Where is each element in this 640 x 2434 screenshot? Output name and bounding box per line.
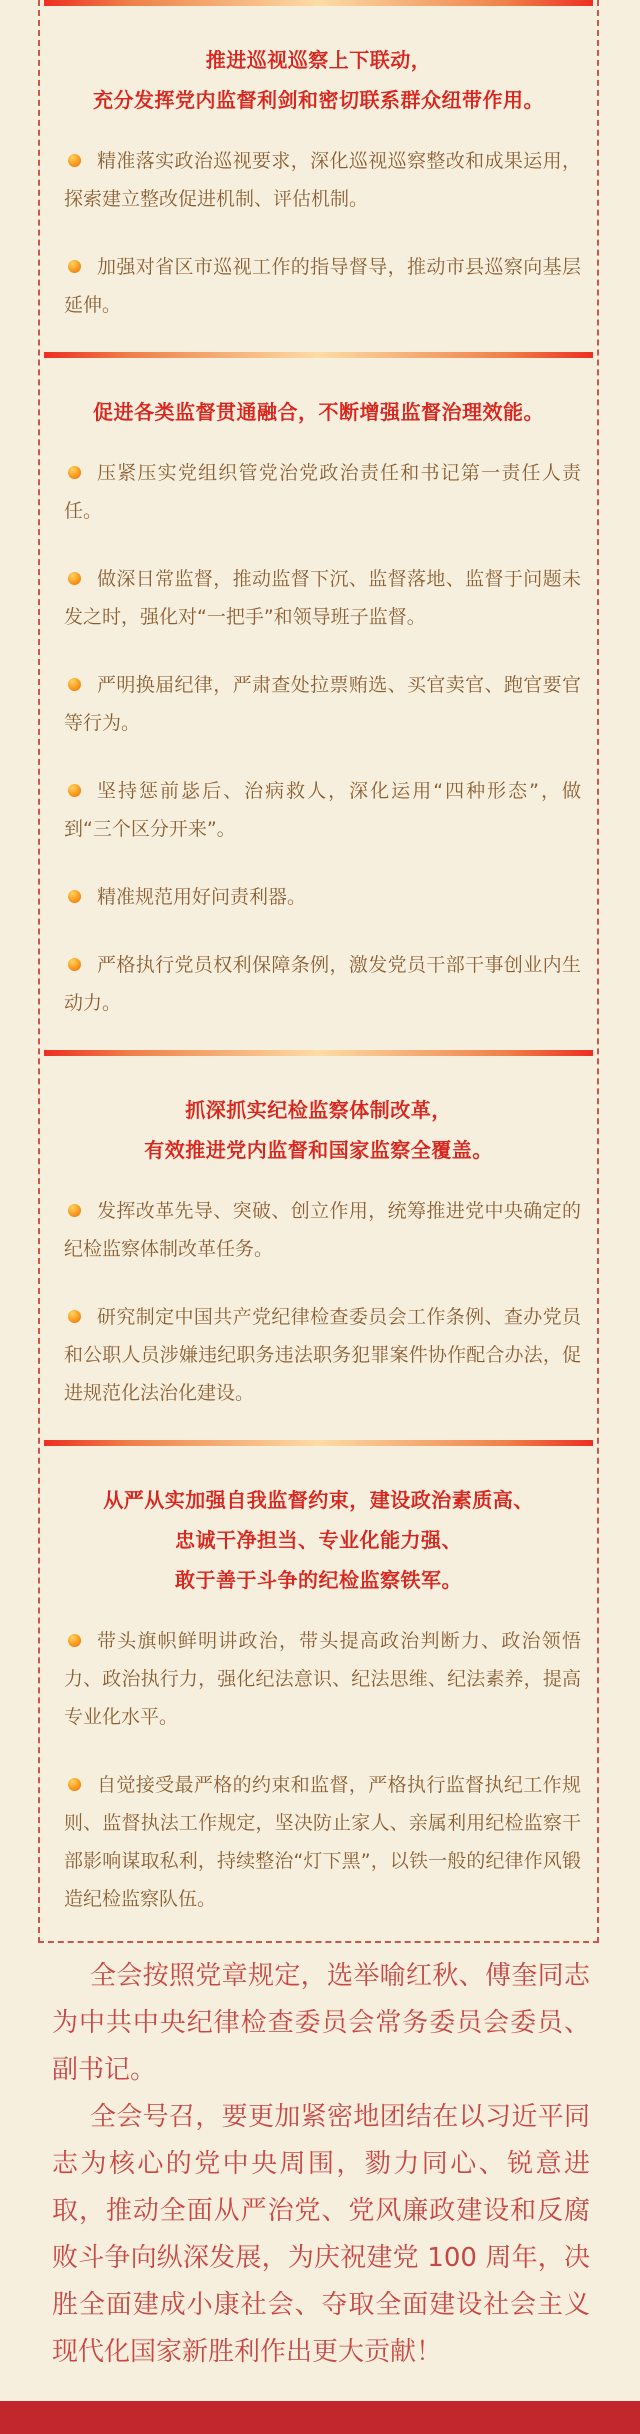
closing-paragraph: 全会号召，要更加紧密地团结在以习近平同志为核心的党中央周围，勠力同心、锐意进取，推动全面从严治党、党风廉政建设和反腐败斗争向纵深发展，为庆祝建党 100 周年，决胜全面建成小康社会、夺取全面建设社会主义现代化国家新胜利作出更大贡献！ [52, 2102, 590, 2367]
bullet-dot-icon [68, 958, 81, 971]
top-gradient-bar [44, 0, 593, 6]
section [40, 40, 597, 324]
bullet-text: 压紧压实党组织管党治党政治责任和书记第一责任人责任。 [64, 462, 581, 522]
bullet-dot-icon [68, 784, 81, 797]
bullet-text: 加强对省区市巡视工作的指导督导，推动市县巡察向基层延伸。 [64, 256, 581, 316]
bullet-text: 精准规范用好问责利器。 [97, 886, 307, 908]
section [40, 1090, 597, 1412]
bullet-item [64, 248, 581, 324]
sections-root [40, 0, 597, 1918]
bullet-dot-icon [68, 890, 81, 903]
bullet-text: 发挥改革先导、突破、创立作用，统筹推进党中央确定的纪检监察体制改革任务。 [64, 1200, 581, 1260]
bullet-text: 自觉接受最严格的约束和监督，严格执行监督执纪工作规则、监督执法工作规定，坚决防止家人、亲属利用纪检监察干部影响谋取私利，持续整治“灯下黑”，以铁一般的纪律作风锻造纪检监察队伍。 [64, 1774, 581, 1910]
section-heading-line: 忠诚干净担当、专业化能力强、 [175, 1528, 462, 1552]
content-frame [38, 0, 599, 1943]
section-heading-line: 充分发挥党内监督利剑和密切联系群众纽带作用。 [93, 88, 544, 112]
section-divider-bar [44, 1050, 593, 1056]
closing-paragraphs [52, 1953, 590, 2376]
bullet-text: 做深日常监督，推动监督下沉、监督落地、监督于问题未发之时，强化对“一把手”和领导班子监督。 [64, 568, 581, 628]
bullet-text: 带头旗帜鲜明讲政治，带头提高政治判断力、政治领悟力、政治执行力，强化纪法意识、纪法思维、纪法素养，提高专业化水平。 [64, 1630, 581, 1728]
bullet-dot-icon [68, 678, 81, 691]
bullet-item [64, 1766, 581, 1918]
bullet-dot-icon [68, 1204, 81, 1217]
section-heading-line: 抓深抓实纪检监察体制改革， [185, 1098, 452, 1122]
bullet-item [64, 142, 581, 218]
bullet-text: 坚持惩前毖后、治病救人，深化运用“四种形态”，做到“三个区分开来”。 [64, 780, 581, 840]
bullet-dot-icon [68, 154, 81, 167]
section-heading-line: 从严从实加强自我监督约束，建设政治素质高、 [103, 1488, 534, 1512]
closing-paragraph: 全会按照党章规定，选举喻红秋、傅奎同志为中共中央纪律检查委员会常务委员会委员、副书记。 [52, 1961, 590, 2085]
bullet-dot-icon [68, 572, 81, 585]
bullet-item [64, 666, 581, 742]
bullet-dot-icon [68, 466, 81, 479]
section-divider-bar [44, 352, 593, 358]
section-heading-line: 敢于善于斗争的纪检监察铁军。 [175, 1568, 462, 1592]
section-heading-line: 推进巡视巡察上下联动， [205, 48, 432, 72]
bullet-dot-icon [68, 260, 81, 273]
bullet-dot-icon [68, 1310, 81, 1323]
section-divider-bar [44, 1440, 593, 1446]
bullet-text: 严格执行党员权利保障条例，激发党员干部干事创业内生动力。 [64, 954, 581, 1014]
section-heading [48, 1090, 589, 1170]
bullet-text: 精准落实政治巡视要求，深化巡视巡察整改和成果运用，探索建立整改促进机制、评估机制。 [64, 150, 581, 210]
section-heading [48, 392, 589, 432]
section [40, 1480, 597, 1918]
bullet-item [64, 878, 581, 916]
section-heading [48, 40, 589, 120]
bullet-item [64, 772, 581, 848]
bullet-item [64, 454, 581, 530]
bullet-item [64, 560, 581, 636]
bullet-text: 研究制定中国共产党纪律检查委员会工作条例、查办党员和公职人员涉嫌违纪职务违法职务犯罪案件协作配合办法，促进规范化法治化建设。 [64, 1306, 581, 1404]
bullet-item [64, 1298, 581, 1412]
section-heading [48, 1480, 589, 1600]
section-heading-line: 促进各类监督贯通融合，不断增强监督治理效能。 [93, 400, 544, 424]
bullet-dot-icon [68, 1778, 81, 1791]
bullet-item [64, 1622, 581, 1736]
footer-bar [0, 2401, 640, 2434]
bullet-item [64, 946, 581, 1022]
section-heading-line: 有效推进党内监督和国家监察全覆盖。 [144, 1138, 493, 1162]
bullet-item [64, 1192, 581, 1268]
bullet-dot-icon [68, 1634, 81, 1647]
bullet-text: 严明换届纪律，严肃查处拉票贿选、买官卖官、跑官要官等行为。 [64, 674, 581, 734]
section [40, 392, 597, 1022]
